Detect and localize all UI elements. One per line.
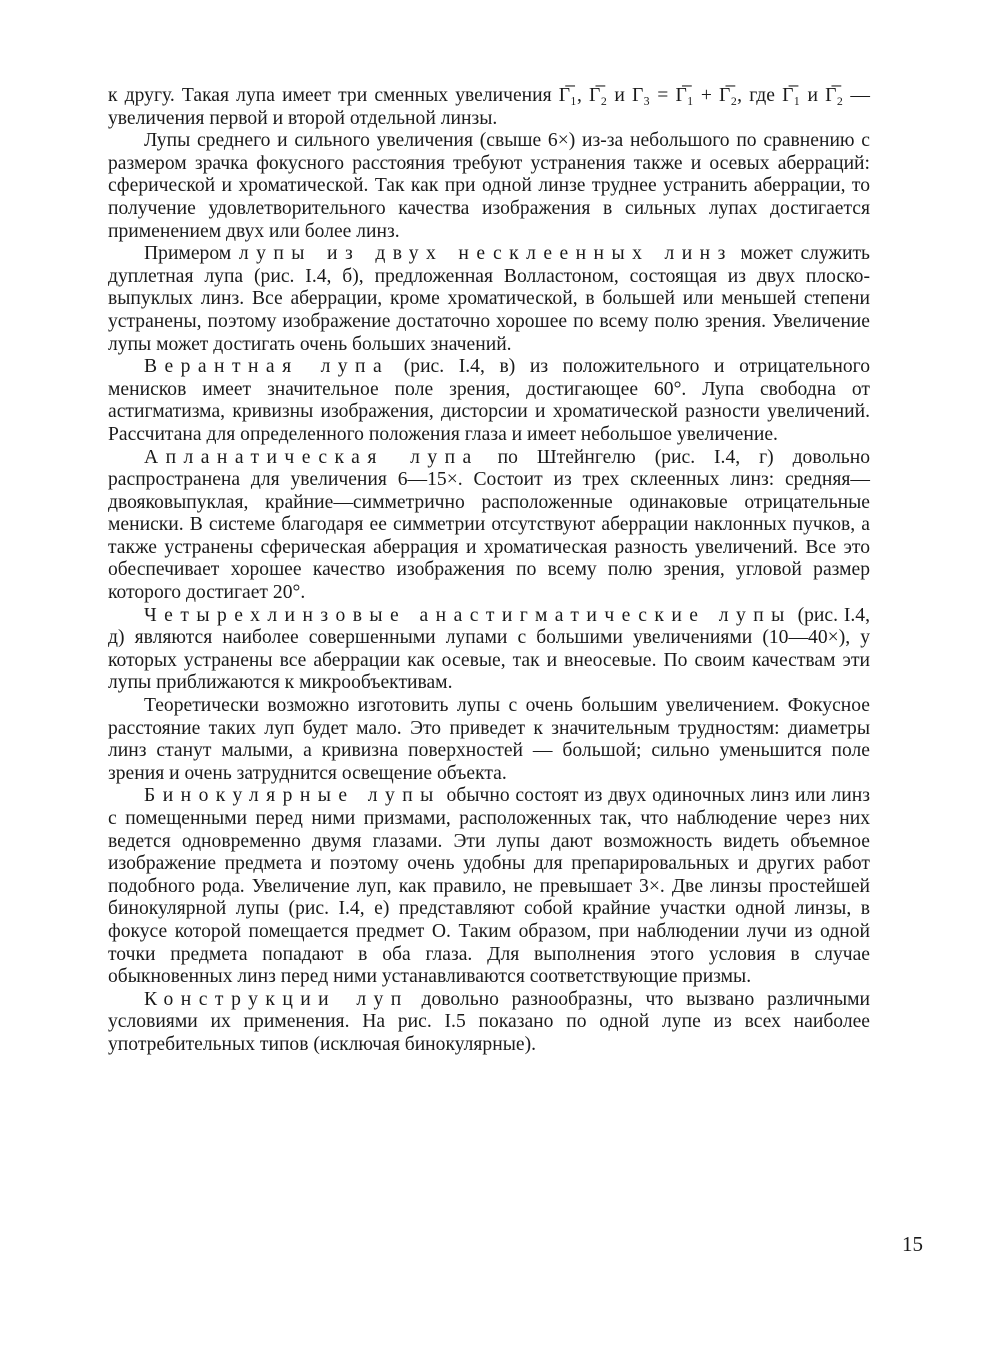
paragraph-1-text: к другу. Такая лупа имеет три сменных увеличения Г̅₁, Г̅₂ и Г₃ = Г̅₁ + Г̅₂, где Г̅₁ и Г̅₂ — увеличения первой и второй отдельной линзы.	[108, 85, 870, 129]
paragraph-8-text: обычно состоят из двух одиночных линз или линз с помещенными перед ними призмами, расположенных так, что наблюдение через них ведется одновременно двумя глазами. Эти лупы дают возможность видеть объемное изображение предмета и поэтому очень удобны для препарировальных и других работ подобного рода. Увеличение луп, как правило, не превышает 3×. Две линзы простейшей бинокулярной лупы (рис. I.4, е) представляют собой крайние участки одной линзы, в фокусе которой помещается предмет О. Таким образом, при наблюдении лучи из одной точки предмета попадают в оба глаза. Для выполнения этого условия в случае обыкновенных линз перед ними устанавливаются соответствующие призмы.	[108, 785, 870, 988]
paragraph-7-text: Теоретически возможно изготовить лупы с очень большим увеличением. Фокусное расстояние таких луп будет мало. Это приведет к значительным трудностям: диаметры линз станут малыми, а кривизна поверхностей — большой; сильно уменьшится поле зрения и очень затруднится освещение объекта.	[108, 695, 870, 784]
paragraph-3-spaced-term: лупы из двух несклеенных линз	[238, 243, 733, 265]
paragraph-5	[108, 447, 870, 605]
paragraph-4-text: (рис. I.4, в) из положительного и отрицательного менисков имеет значительное поле зрения, достигающее 60°. Лупа свободна от астигматизма, кривизны изображения, дисторсии и хроматической разности увеличений. Рассчитана для определенного положения глаза и имеет небольшое увеличение.	[108, 356, 870, 445]
paragraph-2	[108, 130, 870, 243]
paragraph-9-text: довольно разнообразны, что вызвано различными условиями их применения. На рис. I.5 показано по одной лупе из всех наиболее употребительных типов (исключая бинокулярные).	[108, 988, 870, 1055]
paragraph-9	[108, 989, 870, 1057]
paragraph-6-text: (рис. I.4, д) являются наиболее совершенными лупами с большими увеличениями (10—40×), у которых устранены все аберрации как осевые, так и внеосевые. По своим качествам эти лупы приближаются к микрообъективам.	[108, 604, 870, 694]
paragraph-4-spaced-term: Верантная лупа	[144, 356, 390, 378]
paragraph-3-text: может служить дуплетная лупа (рис. I.4, б), предложенная Волластоном, состоящая из двух плоско-выпуклых линз. Все аберрации, кроме хроматической, в большей или меньшей степени устранены, поэтому изображение достаточно хорошее по всему полю зрения. Увеличение лупы может достигать очень больших значений.	[108, 243, 870, 355]
paragraph-3-prefix: Примером	[144, 243, 239, 265]
paragraph-3	[108, 243, 870, 356]
paragraph-7	[108, 695, 870, 785]
paragraph-8-spaced-term: Бинокулярные лупы	[144, 785, 441, 807]
paragraph-1	[108, 85, 870, 130]
paragraph-6-spaced-term: Четырехлинзовые анастигматические лупы	[144, 604, 792, 626]
paragraph-2-text: Лупы среднего и сильного увеличения (свыше 6×) из-за небольшого по сравнению с размером зрачка фокусного расстояния требуют устранения также и осевых аберраций: сферической и хроматической. Так как при одной линзе труднее устранить аберрации, то получение удовлетворительного качества изображения в сильных лупах достигается применением двух или более линз.	[108, 130, 870, 242]
paragraph-5-spaced-term: Апланатическая лупа	[144, 446, 479, 468]
paragraph-5-text: по Штейнгелю (рис. I.4, г) довольно распространена для увеличения 6—15×. Состоит из трех склеенных линз: средняя—двояковыпуклая, крайние—симметрично расположенные одинаковые отрицательные мениски. В системе благодаря ее симметрии отсутствуют аберрации наклонных пучков, а также устранены сферическая аберрация и хроматическая разность увеличений. Все это обеспечивает хорошее качество изображения по всему полю зрения, угловой размер которого достигает 20°.	[108, 446, 871, 604]
paragraph-9-spaced-term: Конструкции луп	[144, 988, 409, 1010]
paragraph-6	[108, 605, 870, 695]
paragraph-4	[108, 356, 870, 446]
paragraph-8	[108, 785, 870, 988]
page-body	[108, 85, 870, 1057]
page-number: 15	[902, 1232, 923, 1256]
